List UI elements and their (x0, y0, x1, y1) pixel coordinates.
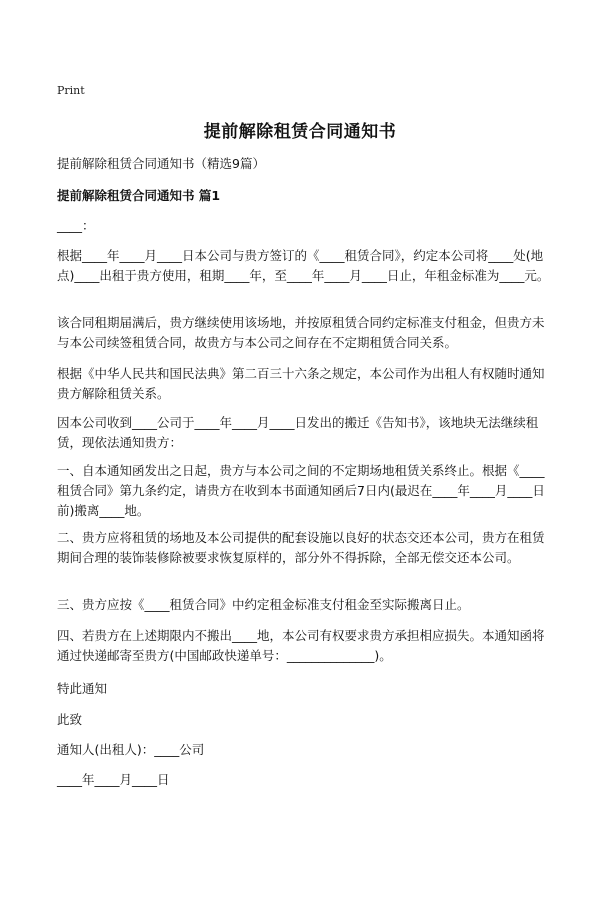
paragraph-legal-basis: 根据《中华人民共和国民法典》第二百三十六条之规定，本公司作为出租人有权随时通知贵方解除租赁关系。 (57, 366, 545, 401)
paragraph-clause-3: 三、贵方应按《____租赁合同》中约定租金标准支付租金至实际搬离日止。 (57, 597, 470, 612)
signer-line: 通知人(出租人)：____公司 (57, 742, 205, 757)
paragraph-lease-terms: 根据____年____月____日本公司与贵方签订的《____租赁合同》，约定本公司将____处(地点)____出租于贵方使用，租期____年，至____年____月____日止，年租金标准为____元。 (57, 248, 550, 283)
section-heading: 提前解除租赁合同通知书 篇1 (57, 188, 221, 203)
date-line: ____年____月____日 (57, 772, 170, 787)
paragraph-lease-expiry: 该合同租期届满后，贵方继续使用该场地，并按原租赁合同约定标准支付租金，但贵方未与本公司续签租赁合同，故贵方与本公司之间存在不定期租赁合同关系。 (57, 315, 545, 350)
document-title: 提前解除租赁合同通知书 (203, 122, 397, 142)
paragraph-clause-4: 四、若贵方在上述期限内不搬出____地，本公司有权要求贵方承担相应损失。本通知函将通过快递邮寄至贵方(中国邮政快递单号：______________)。 (57, 628, 545, 663)
paragraph-clause-1: 一、自本通知函发出之日起，贵方与本公司之间的不定期场地租赁关系终止。根据《____租赁合同》第九条约定，请贵方在收到本书面通知函后7日内(最迟在____年____月____日前)搬离____地。 (57, 463, 545, 518)
paragraph-clause-2: 二、贵方应将租赁的场地及本公司提供的配套设施以良好的状态交还本公司，贵方在租赁期间合理的装饰装修除被要求恢复原样的，部分外不得拆除，全部无偿交还本公司。 (57, 530, 545, 565)
salutation: ____： (57, 218, 95, 233)
closing-notice: 特此通知 (57, 681, 108, 696)
closing-regards: 此致 (57, 712, 83, 727)
document-subtitle: 提前解除租赁合同通知书（精选9篇） (57, 156, 265, 171)
paragraph-relocation-notice: 因本公司收到____公司于____年____月____日发出的搬迁《告知书》，该地块无法继续租赁，现依法通知贵方： (57, 415, 539, 450)
print-label[interactable]: Print (57, 84, 85, 97)
